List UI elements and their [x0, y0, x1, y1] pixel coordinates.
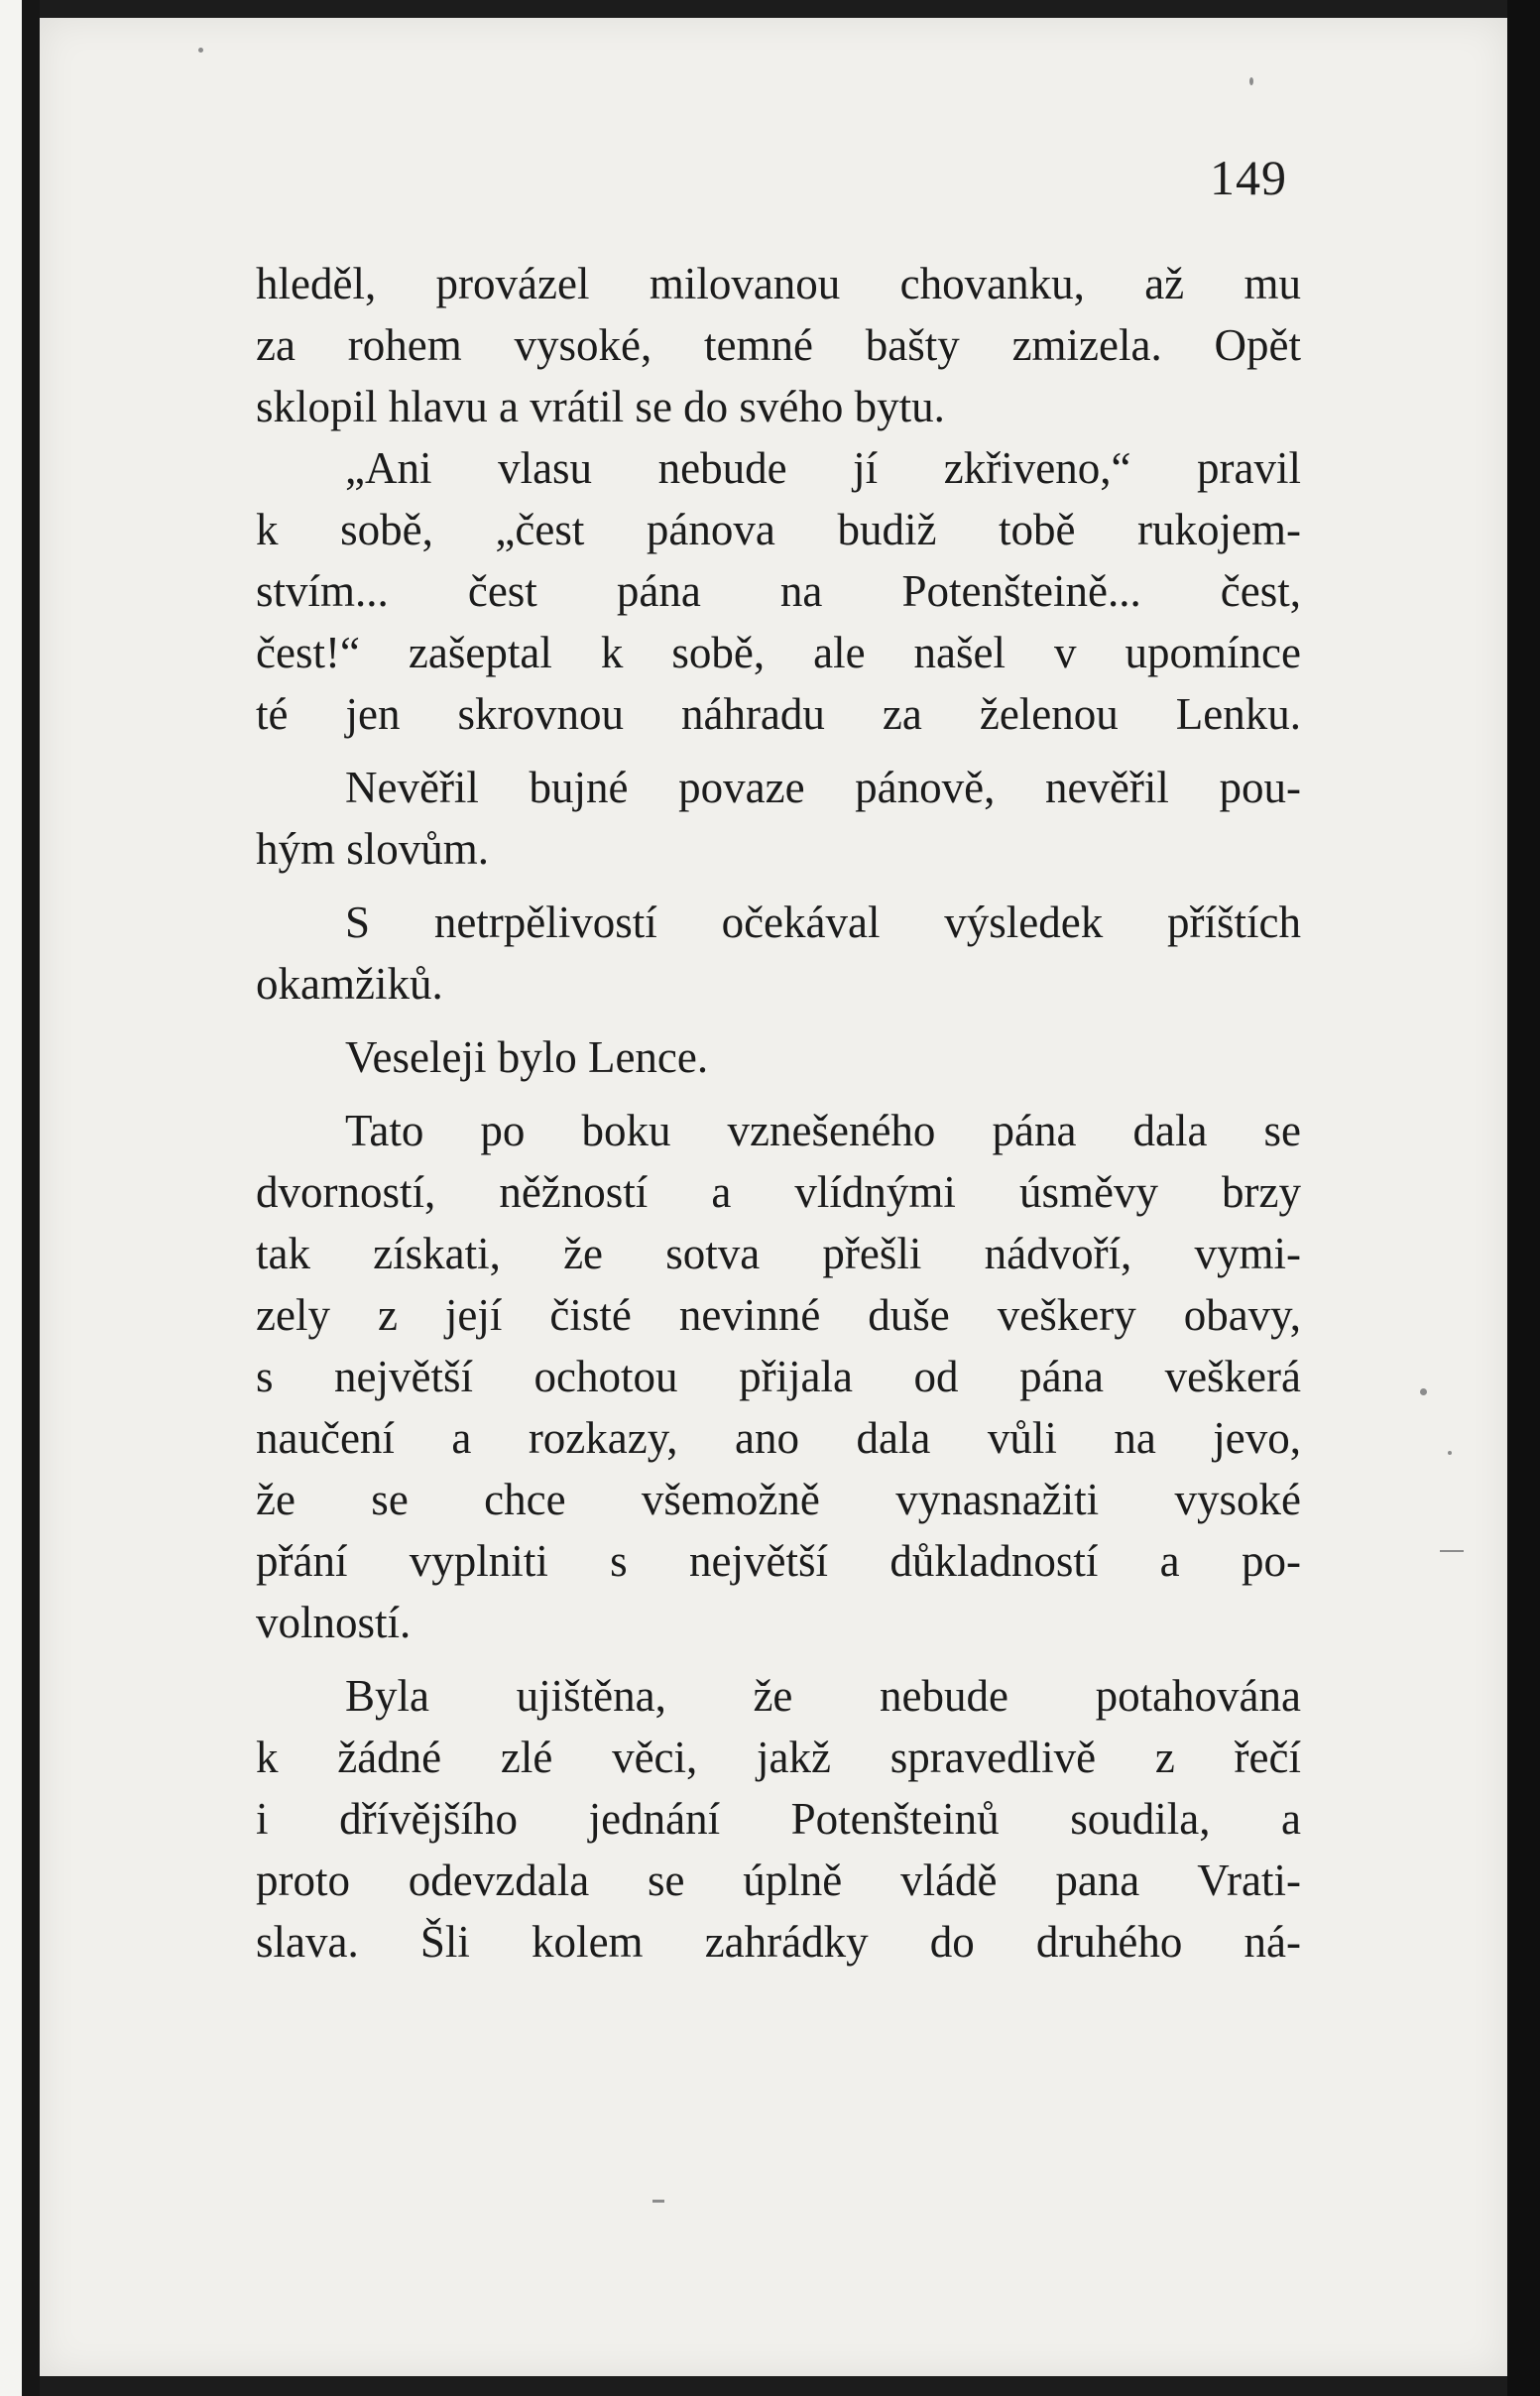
text-line: slava. Šli kolem zahrádky do druhého ná- [256, 1917, 1301, 1967]
text-line: tak získati, že sotva přešli nádvoří, vymi- [256, 1229, 1301, 1278]
text-line: dvorností, něžností a vlídnými úsměvy brzy [256, 1167, 1301, 1217]
text-line: za rohem vysoké, temné bašty zmizela. Opět [256, 320, 1301, 370]
text-line: stvím... čest pána na Potenšteině... čest, [256, 566, 1301, 616]
text-line: té jen skrovnou náhradu za želenou Lenku. [256, 689, 1301, 739]
speck [1440, 1550, 1464, 1552]
text-line: proto odevzdala se úplně vládě pana Vrati- [256, 1856, 1301, 1905]
text-line: k žádné zlé věci, jakž spravedlivě z řečí [256, 1733, 1301, 1782]
text-line: S netrpělivostí očekával výsledek příštích [345, 898, 1301, 947]
text-line: naučení a rozkazy, ano dala vůli na jevo, [256, 1413, 1301, 1463]
text-line: okamžiků. [256, 959, 443, 1009]
text-line: sklopil hlavu a vrátil se do svého bytu. [256, 382, 945, 431]
scan-border-right [1507, 0, 1540, 2396]
text-line: že se chce všemožně vynasnažiti vysoké [256, 1475, 1301, 1524]
text-line: k sobě, „čest pánova budiž tobě rukojem- [256, 505, 1301, 554]
text-line: hleděl, provázel milovanou chovanku, až mu [256, 259, 1301, 308]
page-number: 149 [1210, 150, 1287, 205]
body-text [256, 253, 1301, 1973]
binding-shadow [22, 0, 40, 2396]
text-line: „Ani vlasu nebude jí zkřiveno,“ pravil [345, 443, 1301, 493]
text-line: zely z její čisté nevinné duše veškery obavy, [256, 1290, 1301, 1340]
text-line: hým slovům. [256, 824, 490, 874]
text-line: volností. [256, 1598, 412, 1647]
speck [198, 48, 203, 53]
text-line: Nevěřil bujné povaze pánově, nevěřil pou- [345, 763, 1301, 812]
text-line: přání vyplniti s největší důkladností a po- [256, 1536, 1301, 1586]
speck [1448, 1451, 1452, 1455]
text-line: Tato po boku vznešeného pána dala se [345, 1106, 1301, 1155]
text-line: Veseleji bylo Lence. [345, 1032, 709, 1082]
text-line: Byla ujištěna, že nebude potahována [345, 1671, 1301, 1721]
speck [652, 2200, 664, 2203]
text-line: čest!“ zašeptal k sobě, ale našel v upomínce [256, 628, 1301, 677]
text-line: s největší ochotou přijala od pána veškerá [256, 1352, 1301, 1401]
speck [1249, 77, 1253, 85]
text-line: i dřívějšího jednání Potenšteinů soudila, a [256, 1794, 1301, 1844]
speck [1420, 1388, 1427, 1395]
previous-page-edge [0, 0, 22, 2396]
